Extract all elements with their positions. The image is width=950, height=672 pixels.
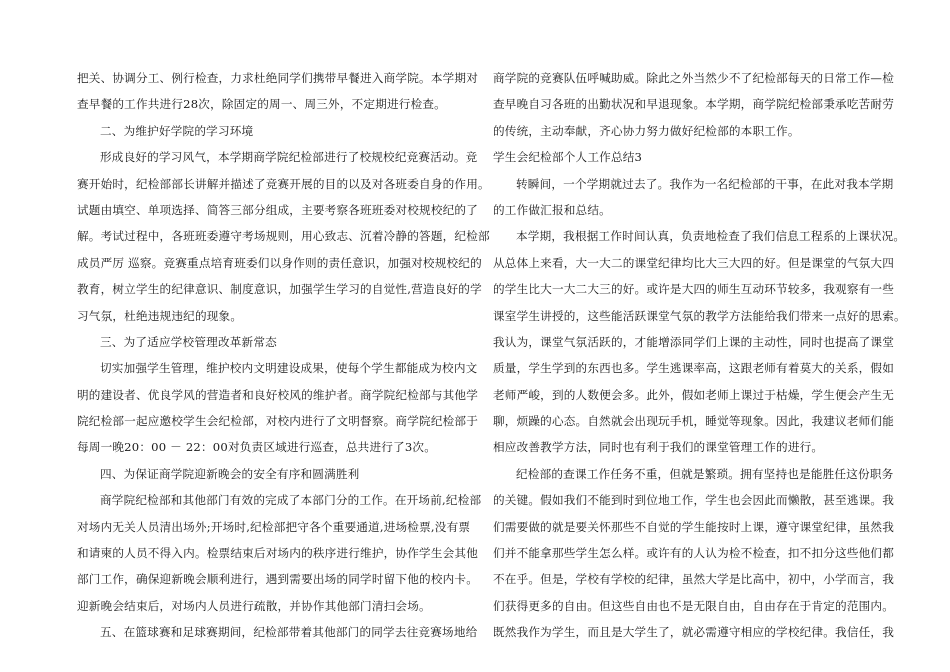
- paragraph-first-line: 五、在篮球赛和足球赛期间，纪检部带着其他部门的同学去往竞赛场地给: [100, 625, 478, 640]
- section-heading: 四、为保证商学院迎新晚会的安全有序和圆满胜利: [100, 466, 360, 481]
- text-line: 明的建设者、优良学风的营造者和良好校风的维护者。商学院纪检部与其他学: [77, 387, 478, 402]
- paragraph-first-line: 转瞬间，一个学期就过去了。我作为一名纪检部的干事，在此对我本学期: [516, 176, 894, 191]
- text-line: 们并不能拿那些学生怎么样。或许有的人认为检不检查，扣不扣分这些他们都: [493, 546, 894, 561]
- document-title: 学生会纪检部个人工作总结3: [493, 150, 643, 165]
- paragraph-first-line: 纪检部的查课工作任务不重，但就是繁琐。拥有坚持也是能胜任这份职务: [516, 466, 894, 481]
- paragraph-first-line: 本学期，我根据工作时间认真，负责地检查了我们信息工程系的上课状况。: [516, 229, 906, 244]
- text-line: 和请柬的人员不得入内。检票结束后对场内的秩序进行维护，协作学生会其他: [77, 546, 478, 561]
- text-line: 查早晚自习各班的出勤状况和早退现象。本学期，商学院纪检部秉承吃苦耐劳: [493, 97, 894, 112]
- text-line: 我认为，课堂气氛活跃的，才能增添同学们上课的主动性，同时也提高了课堂: [493, 334, 894, 349]
- paragraph-last-line: 每周一晚20：00 － 22：00对负责区域进行巡查，总共进行了3次。: [77, 440, 437, 455]
- text-line: 的学生比大一大二大三的好。或许是大四的师生互动环节较多，我观察有一些: [493, 282, 894, 297]
- text-line: 课室学生讲授的，这些能活跃课堂气氛的教学方法能给我们带来一点好的思索。: [493, 308, 906, 323]
- text-line: 把关、协调分工、例行检查，力求杜绝同学们携带早餐进入商学院。本学期对: [77, 71, 478, 85]
- text-line: 试题由填空、单项选择、简答三部分组成，主要考察各班班委对校规校纪的了: [77, 202, 478, 217]
- section-heading: 二、为维护好学院的学习环境: [100, 123, 254, 138]
- paragraph-last-line: 的工作做汇报和总结。: [493, 202, 611, 217]
- text-line: 从总体上来看，大一大二的课堂纪律均比大三大四的好。但是课堂的气氛大四: [493, 255, 894, 270]
- text-line: 老师严峻，到的人数便会多。此外，假如老师上课过于枯燥，学生便会产生无: [493, 387, 894, 402]
- text-line: 质量，学生学到的东西也多。学生逃课率高，这跟老师有着莫大的关系，假如: [493, 361, 894, 376]
- text-line: 赛开始时，纪检部部长讲解并描述了竞赛开展的目的以及对各班委自身的作用。: [77, 176, 490, 191]
- right-text-column: [493, 65, 906, 646]
- text-line: 解。考试过程中，各班班委遵守考场规则，用心致志、沉着冷静的答题，纪检部: [77, 229, 490, 244]
- text-line: 聊，烦躁的心态。自然就会出现玩手机，睡觉等现象。因此，我建议老师们能: [493, 414, 894, 429]
- paragraph-last-line: 习气氛，杜绝违规违纪的现象。: [77, 308, 243, 323]
- text-line: 教育，树立学生的纪律意识、制度意识，加强学生学习的自觉性,营造良好的学: [77, 282, 482, 297]
- text-line: 院纪检部一起应邀校学生会纪检部，对校内进行了文明督察。商学院纪检部于: [77, 414, 478, 429]
- section-heading: 三、为了适应学校管理改革新常态: [100, 334, 277, 349]
- text-line: 们获得更多的自由。但这些自由也不是无限自由，自由存在于肯定的范围内。: [493, 598, 894, 613]
- paragraph-last-line: 查早餐的工作共进行28次，除固定的周一、周三外，不定期进行检查。: [77, 97, 446, 112]
- text-line: 不在乎。但是，学校有学校的纪律，虽然大学是比高中，初中，小学而言，我: [493, 572, 894, 587]
- text-line: 对场内无关人员清出场外;开场时,纪检部把守各个重要通道,进场检票,没有票: [77, 519, 471, 534]
- text-line: 部门工作，确保迎新晚会顺利进行，遇到需要出场的同学时留下他的校内卡。: [77, 572, 478, 587]
- paragraph-last-line: 迎新晚会结束后，对场内人员进行疏散，并协作其他部门清扫会场。: [77, 598, 431, 613]
- left-text-column: [77, 65, 490, 646]
- text-line: 商学院的竞赛队伍呼喊助威。除此之外当然少不了纪检部每天的日常工作—检: [493, 71, 894, 85]
- paragraph-last-line: 相应改善教学方法，同时也有利于我们的课堂管理工作的进行。: [493, 440, 824, 455]
- text-line: 成员严厉 巡察。竞赛重点培育班委们以身作则的责任意识，加强对校规校纪的: [77, 255, 482, 270]
- text-line: 既然我作为学生，而且是大学生了，就必需遵守相应的学校纪律。我信任，我: [493, 625, 894, 640]
- paragraph-first-line: 商学院纪检部和其他部门有效的完成了本部门分的工作。在开场前,纪检部: [100, 493, 482, 508]
- text-line: 的关键。假如我们不能到时到位地工作，学生也会因此而懒散，甚至逃课。我: [493, 493, 894, 508]
- paragraph-first-line: 切实加强学生管理，维护校内文明建设成果，使每个学生都能成为校内文: [100, 361, 478, 376]
- paragraph-last-line: 的传统，主动奉献，齐心协力努力做好纪检部的本职工作。: [493, 123, 800, 138]
- paragraph-first-line: 形成良好的学习风气，本学期商学院纪检部进行了校规校纪竞赛活动。竞: [100, 150, 478, 165]
- text-line: 们需要做的就是要关怀那些不自觉的学生能按时上课，遵守课堂纪律，虽然我: [493, 519, 894, 534]
